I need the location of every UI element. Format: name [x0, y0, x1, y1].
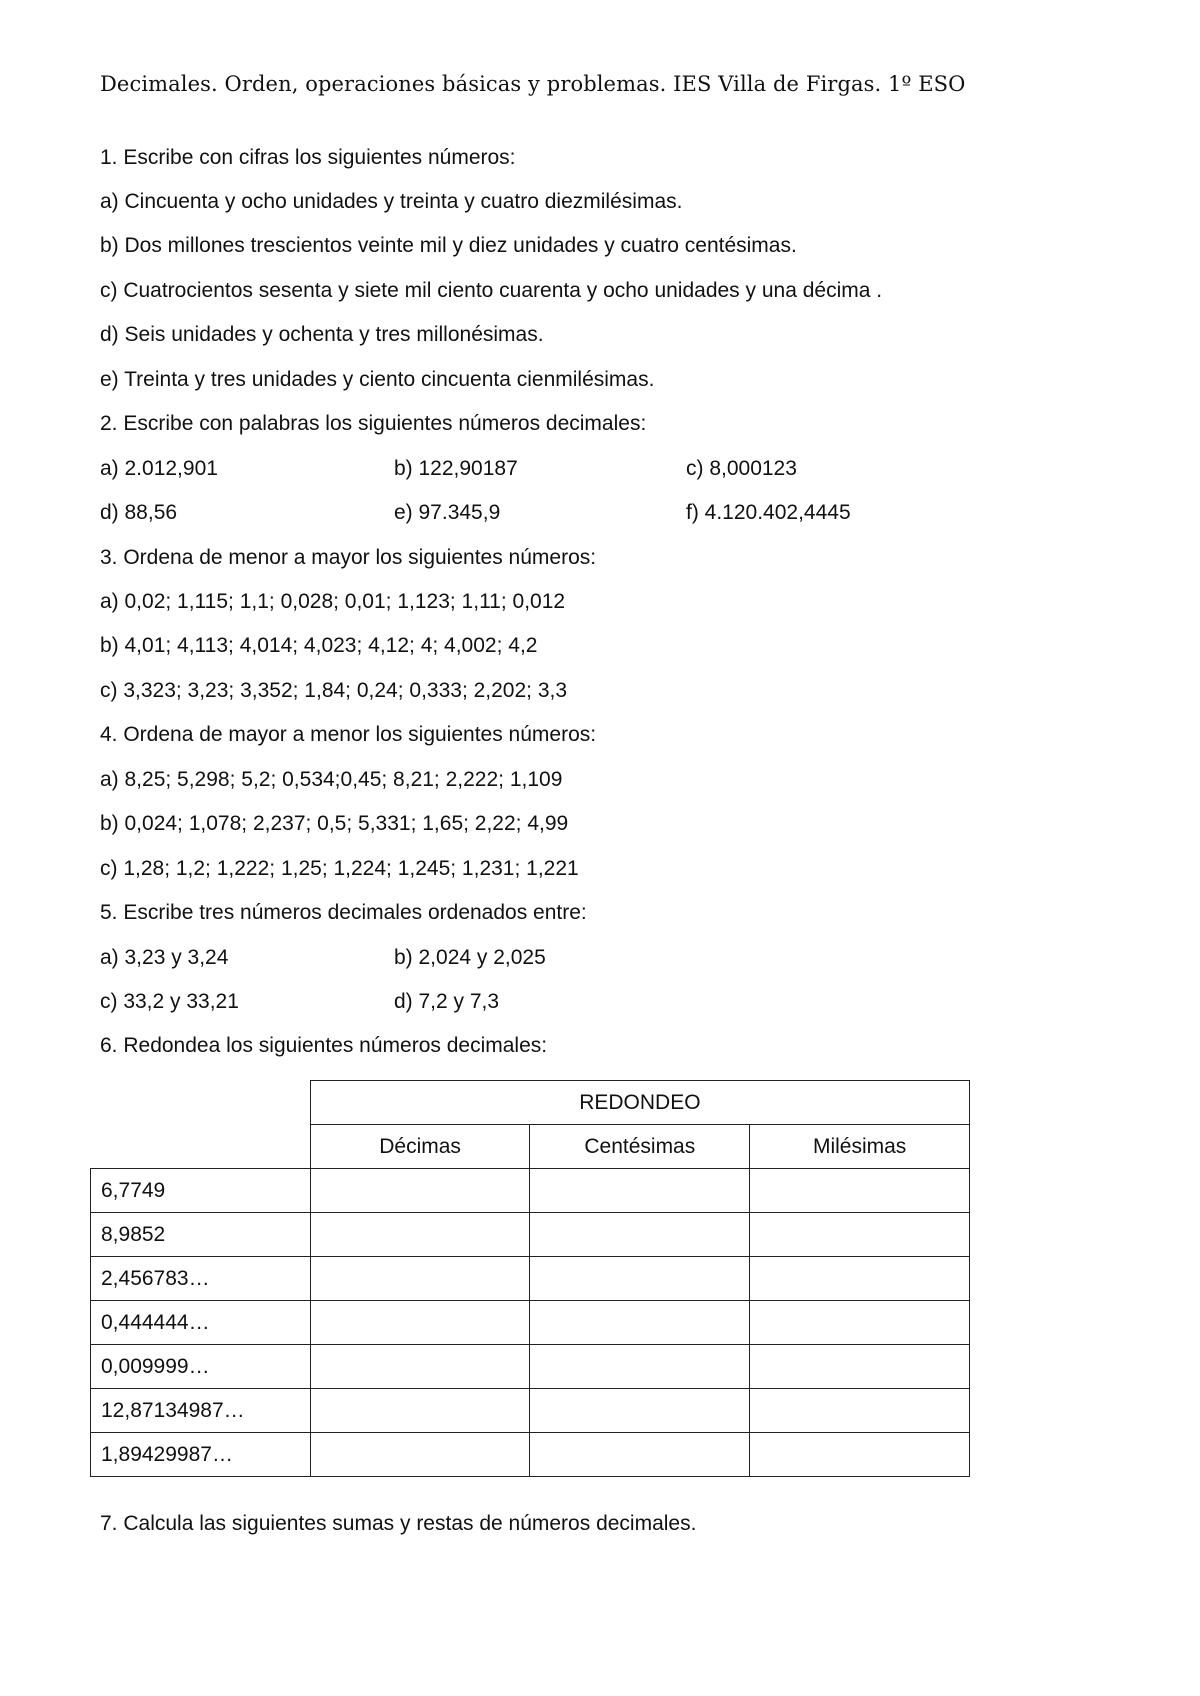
ex1-item-d: d) Seis unidades y ochenta y tres millonésimas. — [100, 323, 544, 346]
ex5-item-d: d) 7,2 y 7,3 — [394, 990, 500, 1013]
table-row — [91, 1301, 970, 1345]
answer-cell[interactable] — [750, 1257, 970, 1301]
answer-cell[interactable] — [310, 1433, 530, 1477]
answer-cell[interactable] — [310, 1257, 530, 1301]
table-title: REDONDEO — [310, 1081, 969, 1125]
table-row — [91, 1345, 970, 1389]
ex5-heading: 5. Escribe tres números decimales ordenados entre: — [100, 901, 587, 924]
ex2-heading: 2. Escribe con palabras los siguientes números decimales: — [100, 412, 647, 435]
ex4-item-c: c) 1,28; 1,2; 1,222; 1,25; 1,224; 1,245; 1,231; 1,221 — [100, 857, 579, 880]
ex6-heading: 6. Redondea los siguientes números decimales: — [100, 1034, 548, 1057]
row-number: 0,444444… — [91, 1301, 311, 1345]
column-header-decimas: Décimas — [310, 1125, 530, 1169]
row-number: 12,87134987… — [91, 1389, 311, 1433]
ex1-item-b: b) Dos millones trescientos veinte mil y diez unidades y cuatro centésimas. — [100, 234, 797, 257]
ex2-item-a: a) 2.012,901 — [100, 457, 218, 480]
ex4-item-a: a) 8,25; 5,298; 5,2; 0,534;0,45; 8,21; 2,222; 1,109 — [100, 768, 563, 791]
table-row — [91, 1433, 970, 1477]
answer-cell[interactable] — [310, 1389, 530, 1433]
answer-cell[interactable] — [750, 1433, 970, 1477]
row-number: 6,7749 — [91, 1169, 311, 1213]
ex3-item-a: a) 0,02; 1,115; 1,1; 0,028; 0,01; 1,123; 1,11; 0,012 — [100, 590, 566, 613]
row-number: 1,89429987… — [91, 1433, 311, 1477]
answer-cell[interactable] — [750, 1169, 970, 1213]
column-header-centesimas: Centésimas — [530, 1125, 750, 1169]
answer-cell[interactable] — [530, 1389, 750, 1433]
answer-cell[interactable] — [750, 1213, 970, 1257]
answer-cell[interactable] — [750, 1301, 970, 1345]
answer-cell[interactable] — [530, 1433, 750, 1477]
ex4-heading: 4. Ordena de mayor a menor los siguientes números: — [100, 723, 597, 746]
ex5-item-c: c) 33,2 y 33,21 — [100, 990, 239, 1013]
answer-cell[interactable] — [530, 1345, 750, 1389]
answer-cell[interactable] — [310, 1301, 530, 1345]
ex5-item-a: a) 3,23 y 3,24 — [100, 946, 229, 969]
ex2-item-f: f) 4.120.402,4445 — [686, 501, 851, 524]
table-row — [91, 1257, 970, 1301]
answer-cell[interactable] — [530, 1169, 750, 1213]
ex1-item-e: e) Treinta y tres unidades y ciento cincuenta cienmilésimas. — [100, 368, 655, 391]
ex3-item-b: b) 4,01; 4,113; 4,014; 4,023; 4,12; 4; 4,002; 4,2 — [100, 634, 538, 657]
ex2-item-d: d) 88,56 — [100, 501, 178, 524]
ex2-item-c: c) 8,000123 — [686, 457, 797, 480]
rounding-table — [90, 1080, 970, 1477]
table-corner — [91, 1081, 311, 1169]
answer-cell[interactable] — [750, 1345, 970, 1389]
ex3-item-c: c) 3,323; 3,23; 3,352; 1,84; 0,24; 0,333; 2,202; 3,3 — [100, 679, 568, 702]
ex5-item-b: b) 2,024 y 2,025 — [394, 946, 546, 969]
row-number: 0,009999… — [91, 1345, 311, 1389]
answer-cell[interactable] — [530, 1257, 750, 1301]
ex3-heading: 3. Ordena de menor a mayor los siguientes números: — [100, 546, 597, 569]
ex7-heading: 7. Calcula las siguientes sumas y restas de números decimales. — [100, 1512, 697, 1535]
ex1-item-a: a) Cincuenta y ocho unidades y treinta y cuatro diezmilésimas. — [100, 190, 683, 213]
ex1-item-c: c) Cuatrocientos sesenta y siete mil ciento cuarenta y ocho unidades y una décima . — [100, 279, 883, 302]
answer-cell[interactable] — [530, 1301, 750, 1345]
ex4-item-b: b) 0,024; 1,078; 2,237; 0,5; 5,331; 1,65; 2,22; 4,99 — [100, 812, 569, 835]
row-number: 2,456783… — [91, 1257, 311, 1301]
page-title: Decimales. Orden, operaciones básicas y problemas. IES Villa de Firgas. 1º ESO — [100, 72, 966, 96]
column-header-milesimas: Milésimas — [750, 1125, 970, 1169]
ex2-item-e: e) 97.345,9 — [394, 501, 501, 524]
table-row — [91, 1169, 970, 1213]
ex1-heading: 1. Escribe con cifras los siguientes números: — [100, 146, 516, 169]
table-row — [91, 1389, 970, 1433]
answer-cell[interactable] — [530, 1213, 750, 1257]
answer-cell[interactable] — [310, 1345, 530, 1389]
table-row — [91, 1213, 970, 1257]
ex2-item-b: b) 122,90187 — [394, 457, 518, 480]
answer-cell[interactable] — [310, 1213, 530, 1257]
answer-cell[interactable] — [310, 1169, 530, 1213]
answer-cell[interactable] — [750, 1389, 970, 1433]
row-number: 8,9852 — [91, 1213, 311, 1257]
